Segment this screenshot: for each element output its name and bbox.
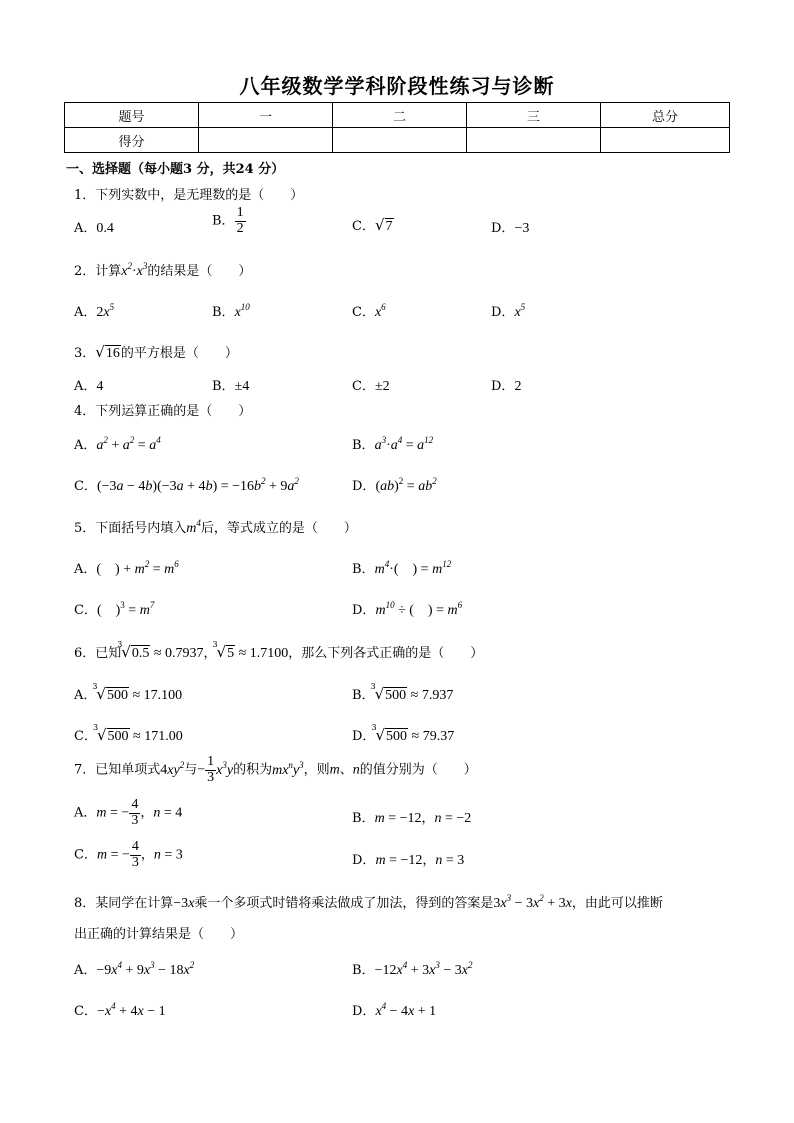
- q1-option-d: D．−3: [491, 221, 530, 236]
- q1-option-a: A．0.4: [74, 221, 114, 236]
- table-cell: 二: [333, 103, 467, 128]
- q3-option-c: C．±2: [352, 379, 390, 394]
- q8-option-d: D．$x^4 - 4x + 1$: [352, 1001, 437, 1019]
- q4-option-c: C．$(-3a - 4b)(-3a + 4b) = -16b^2 + 9a^2$: [74, 476, 299, 494]
- question-3: 3．√16的平方根是（ ）: [74, 343, 238, 361]
- question-4: 4．下列运算正确的是（ ）: [74, 404, 252, 419]
- q7-option-c: C．m = − $\frac{4}{3}$ ，n = 3: [74, 839, 183, 870]
- score-cell[interactable]: [467, 128, 601, 153]
- q3-option-d: D．2: [491, 379, 522, 394]
- fraction: $\frac{1}{2}$: [236, 205, 244, 236]
- score-cell[interactable]: [333, 128, 467, 153]
- q6-option-c: C． 3 √500 ≈ 171.00: [74, 723, 183, 744]
- q3-option-b: B．±4: [212, 379, 250, 394]
- sqrt-symbol: √7: [374, 216, 393, 234]
- q2-option-a: A．$2x^5$: [74, 302, 115, 320]
- score-cell[interactable]: [601, 128, 730, 153]
- question-8-line2: 出正确的计算结果是（ ）: [74, 927, 244, 942]
- q5-option-d: D．$m^{10}$ ÷ ( ) = $m^6$: [352, 600, 463, 618]
- q8-option-c: C．$-x^4 + 4x - 1$: [74, 1001, 166, 1019]
- table-cell: 三: [467, 103, 601, 128]
- q7-option-d: D．m = −12，n = 3: [352, 853, 465, 868]
- q8-option-a: A．$-9x^4 + 9x^3 - 18x^2$: [74, 960, 195, 978]
- table-cell: 得分: [65, 128, 199, 153]
- q1-option-c: C．√7: [352, 216, 393, 234]
- q6-option-d: D． 3 √500 ≈ 79.37: [352, 723, 455, 744]
- page-title: 八年级数学学科阶段性练习与诊断: [239, 74, 555, 98]
- q5-option-c: C．( )$^3 = m^7$: [74, 600, 155, 618]
- question-1: 1．下列实数中，是无理数的是（ ）: [74, 188, 304, 203]
- question-2: 2．计算$x^2\cdot x^3$的结果是（ ）: [74, 261, 252, 279]
- q5-option-b: B．$m^4\cdot$( ) = $m^{12}$: [352, 559, 452, 577]
- table-row: [65, 103, 730, 128]
- q2-option-c: C．$x^6$: [352, 302, 386, 320]
- q8-option-b: B．$-12x^4 + 3x^3 - 3x^2$: [352, 960, 473, 978]
- q6-option-b: B． 3 √500 ≈ 7.937: [352, 682, 454, 703]
- cube-root-symbol: 3 √5: [212, 640, 235, 661]
- question-6: 6．已知 3 √0.5 ≈ 0.7937， 3 √5 ≈ 1.7100，那么下列各式正确的是（ ）: [74, 640, 484, 661]
- table-cell: 一: [199, 103, 333, 128]
- q6-option-a: A． 3 √500 ≈ 17.100: [74, 682, 183, 703]
- q4-option-b: B．$a^3\cdot a^4 = a^{12}$: [352, 435, 434, 453]
- q1-option-b: B． $\frac{1}{2}$: [212, 205, 244, 236]
- q7-option-a: A．m = − $\frac{4}{3}$ ，n = 4: [74, 797, 183, 828]
- q4-option-d: D．$(ab)^2 = ab^2$: [352, 476, 437, 494]
- table-row: [65, 128, 730, 153]
- cube-root-symbol: 3 √0.5: [117, 640, 150, 661]
- question-5: 5．下面括号内填入$m^4$后，等式成立的是（ ）: [74, 518, 357, 536]
- q7-option-b: B．m = −12，n = −2: [352, 811, 472, 826]
- question-8: 8．某同学在计算−3x乘一个多项式时错将乘法做成了加法，得到的答案是$3x^3 - 3x^2 + 3x$，由此可以推断: [74, 893, 663, 911]
- score-cell[interactable]: [199, 128, 333, 153]
- table-cell: 题号: [65, 103, 199, 128]
- section-heading: 一、选择题（每小题3 分，共24 分）: [66, 162, 285, 177]
- table-cell: 总分: [601, 103, 730, 128]
- sqrt-symbol: √16: [95, 343, 120, 361]
- q2-option-b: B．$x^{10}$: [212, 302, 250, 320]
- q5-option-a: A．( ) + $m^2 = m^6$: [74, 559, 179, 577]
- question-7: 7．已知单项式$4xy^2$与− $\frac{1}{3}$ $x^3y$的积为$mx^ny^3$，则m、n的值分别为（ ）: [74, 754, 477, 785]
- q2-option-d: D．$x^5$: [491, 302, 526, 320]
- q4-option-a: A．$a^2 + a^2 = a^4$: [74, 435, 161, 453]
- q3-option-a: A．4: [74, 379, 104, 394]
- score-table: [64, 102, 730, 153]
